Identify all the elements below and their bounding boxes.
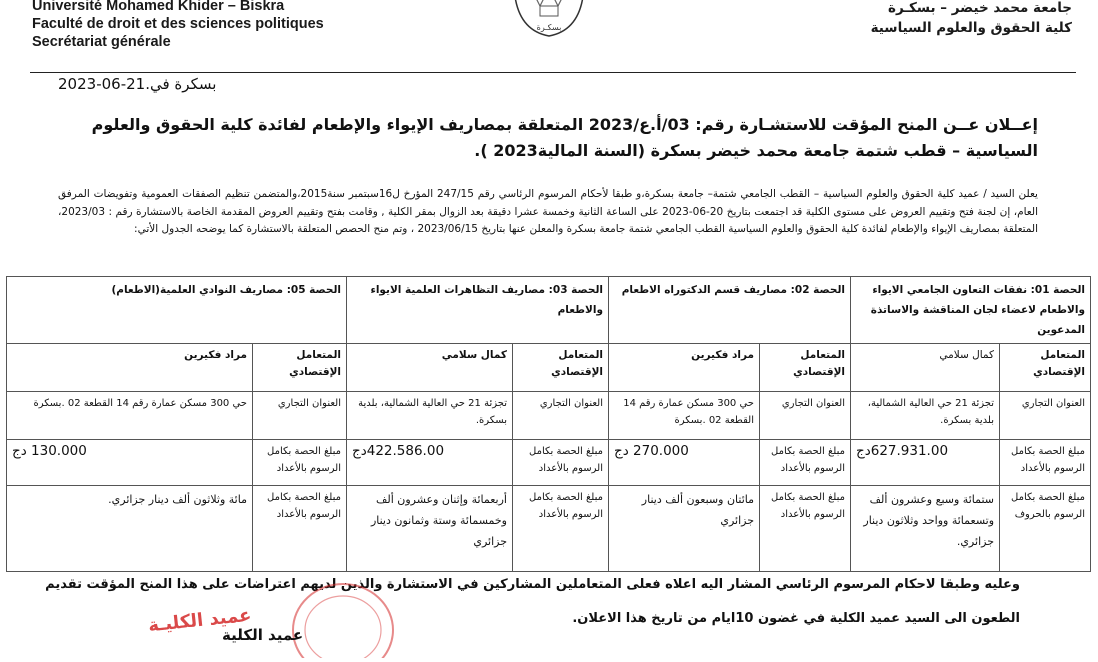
operator-label: المتعامل الإقتصادي xyxy=(513,344,609,392)
date-line: بسكرة في.21-06-2023 xyxy=(58,75,217,93)
amount-value: 422.586.00دج xyxy=(347,440,513,486)
operator-name: كمال سلامي xyxy=(347,344,513,392)
amount-value: 130.000 دج xyxy=(7,440,253,486)
lot-header: الحصة 01: نفقات التعاون الجامعي الايواء والاطعام لاعضاء لجان المناقشة والاساتذة المدعوين xyxy=(851,277,1091,344)
operator-name: مراد فكيرين xyxy=(609,344,760,392)
university-name-fr: Université Mohamed Khider – Biskra xyxy=(32,0,285,14)
address-label: العنوان التجاري xyxy=(1000,392,1091,440)
header-divider xyxy=(30,72,1076,73)
amount-label: مبلغ الحصة بكامل الرسوم بالأعداد xyxy=(760,440,851,486)
operator-label: المتعامل الإقتصادي xyxy=(253,344,347,392)
announcement-title: إعــلان عــن المنح المؤقت للاستشـارة رقم: 03/أ.ع/2023 المتعلقة بمصاريف الإيواء والإطعام لفائدة كلية الحقوق والعلوم السياسية – قطب شتمة جامعة محمد خيضر بسكرة (السنة المالية2023 ). xyxy=(91,115,1038,160)
words-label: مبلغ الحصة بكامل الرسوم بالحروف xyxy=(1000,486,1091,572)
operator-name: كمال سلامي xyxy=(851,344,1000,392)
amount-words: ستمائة وسبع وعشرون ألف وتسعمائة وواحد وثلاثون دينار جزائري. xyxy=(851,486,1000,572)
faculty-name-ar: كلية الحقوق والعلوم السياسية xyxy=(870,20,1072,36)
amount-words: مائة وثلاثون ألف دينار جزائري. xyxy=(7,486,253,572)
amount-value: 270.000 دج xyxy=(609,440,760,486)
logo-text: بسكـرة xyxy=(536,23,562,32)
address-value: حي 300 مسكن عمارة رقم 14 القطعة 02 .بسكرة xyxy=(609,392,760,440)
words-label: مبلغ الحصة بكامل الرسوم بالأعداد xyxy=(253,486,347,572)
lot-header: الحصة 02: مصاريف قسم الدكتوراه الاطعام xyxy=(609,277,851,344)
amount-label: مبلغ الحصة بكامل الرسوم بالأعداد xyxy=(513,440,609,486)
operator-name: مراد فكيرين xyxy=(7,344,253,392)
amount-label: مبلغ الحصة بكامل الرسوم بالأعداد xyxy=(1000,440,1091,486)
secretariat-fr: Secrétariat générale xyxy=(32,34,171,50)
operator-label: المتعامل الإقتصادي xyxy=(760,344,851,392)
amount-label: مبلغ الحصة بكامل الرسوم بالأعداد xyxy=(253,440,347,486)
official-stamp xyxy=(288,578,398,658)
lot-header: الحصة 03: مصاريف التظاهرات العلمية الايواء والاطعام xyxy=(347,277,609,344)
university-logo xyxy=(510,0,588,50)
table-row xyxy=(7,392,1091,440)
address-value: تجزئة 21 حي العالية الشمالية، بلدية بسكرة. xyxy=(347,392,513,440)
university-name-ar: جامعة محمد خيضر – بسكـرة xyxy=(887,0,1072,16)
amount-value: 627.931.00دج xyxy=(851,440,1000,486)
table-row xyxy=(7,486,1091,572)
address-label: العنوان التجاري xyxy=(760,392,851,440)
operator-label: المتعامل الإقتصادي xyxy=(1000,344,1091,392)
intro-paragraph: يعلن السيد / عميد كلية الحقوق والعلوم السياسية – القطب الجامعي شتمة– جامعة بسكرة،و طبقا لأحكام المرسوم الرئاسي رقم 247/15 المؤرخ ل16سبتمبر سنة2015،والمتضمن تنظيم الصفقات العمومية وتفويضات المرفق العام، إن لجنة فتح وتقييم العروض على مستوى الكلية قد اجتمعت بتاريخ 20-06-2023 على الساعة الثانية وخمسة عشرا دقيقة بعد الزوال بمقر الكلية , وقامت بفتح وتقييم العروض المقدمة الخاصة بالاستشارة رقم : 2023/03، المتعلقة بمصاريف الإيواء والإطعام لفائدة كلية الحقوق والعلوم السياسية القطب الجامعي شتمة جامعة بسكرة والمعلن عنها بتاريخ 2023/06/15 ، وتم منح الحصص المتعلقة بالاستشارة كما يوضحه الجدول الأتي: xyxy=(58,188,1038,235)
address-value: حي 300 مسكن عمارة رقم 14 القطعة 02 .بسكرة xyxy=(7,392,253,440)
table-row xyxy=(7,344,1091,392)
address-label: العنوان التجاري xyxy=(253,392,347,440)
amount-words: أربعمائة وإثنان وعشرون ألف وخمسمائة وستة وثمانون دينار جزائري xyxy=(347,486,513,572)
dean-signature-label: عميد الكلية xyxy=(222,626,304,644)
header-french xyxy=(32,0,324,51)
faculty-name-fr: Faculté de droit et des sciences politiques xyxy=(32,16,324,32)
words-label: مبلغ الحصة بكامل الرسوم بالأعداد xyxy=(513,486,609,572)
closing-paragraph: وعليه وطبقا لاحكام المرسوم الرئاسي المشار اليه اعلاه فعلى المتعاملين المشاركين في الاستشارة والذين لديهم اعتراضات على هذا المنح المؤقت تقديم الطعون الى السيد عميد الكلية في غضون 10ايام من تاريخ هذا الاعلان. xyxy=(45,577,1020,626)
address-value: تجزئة 21 حي العالية الشمالية، بلدية بسكرة. xyxy=(851,392,1000,440)
address-label: العنوان التجاري xyxy=(513,392,609,440)
header-arabic xyxy=(871,0,1072,38)
table-row xyxy=(7,277,1091,344)
words-label: مبلغ الحصة بكامل الرسوم بالأعداد xyxy=(760,486,851,572)
lot-header: الحصة 05: مصاريف النوادي العلمية(الاطعام) xyxy=(7,277,347,344)
stamp-text: عميد الكليـة xyxy=(147,604,253,637)
table-row xyxy=(7,440,1091,486)
amount-words: مائتان وسبعون ألف دينار جزائري xyxy=(609,486,760,572)
award-table xyxy=(6,276,1091,572)
